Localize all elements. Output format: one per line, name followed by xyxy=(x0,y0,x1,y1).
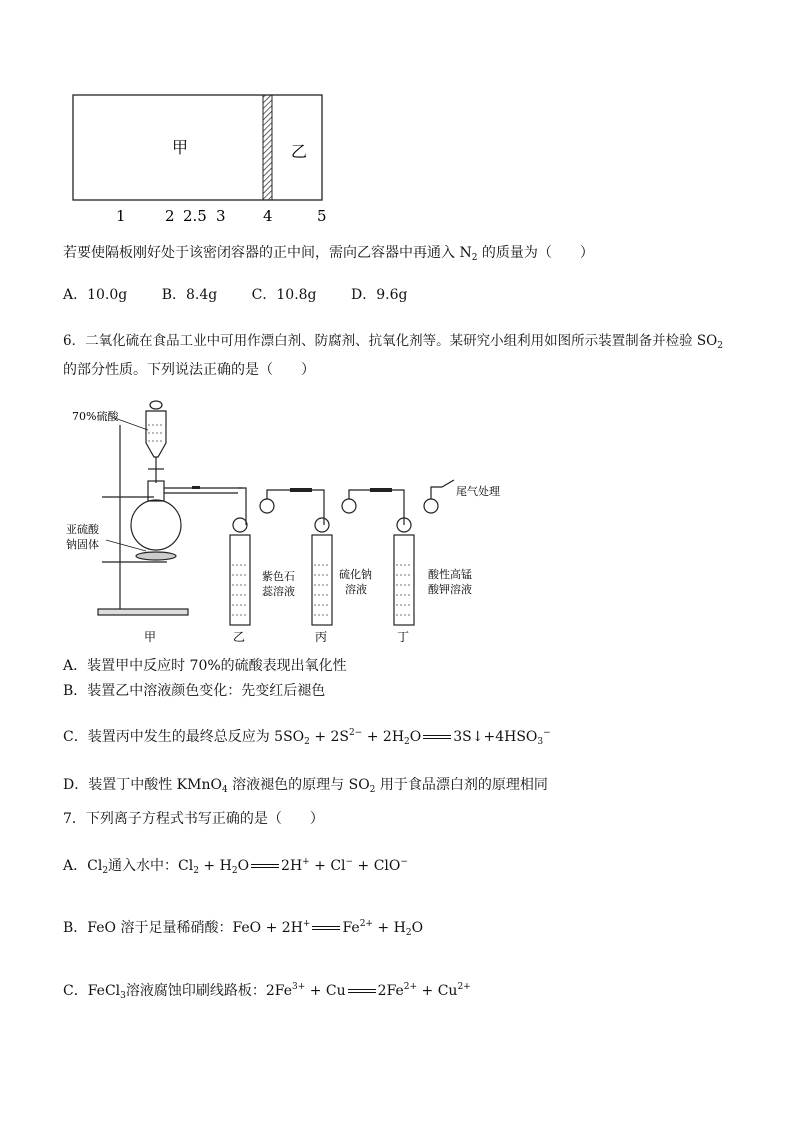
tick-label: 5 xyxy=(317,207,327,225)
text: + Cl xyxy=(309,858,346,874)
text: + Cu xyxy=(417,983,458,999)
apparatus-jia: 甲 xyxy=(144,630,157,644)
q6-option-a[interactable]: A．装置甲中反应时 70%的硫酸表现出氧化性 xyxy=(63,658,347,674)
text: 溶液腐蚀印刷线路板：2Fe xyxy=(125,983,293,999)
text: + H xyxy=(198,858,232,874)
q5-option-a[interactable]: A．10.0g xyxy=(63,287,128,303)
q6-stem-text: 6．二氧化硫在食品工业中可用作漂白剂、防腐剂、抗氧化剂等。某研究小组利用如图所示装置制备并检验 SO xyxy=(63,333,718,349)
text: + Cu xyxy=(305,983,346,999)
superscript: 2+ xyxy=(457,982,471,992)
subscript: 2 xyxy=(193,866,199,876)
text: Fe xyxy=(342,920,360,936)
subscript: 2 xyxy=(102,866,109,876)
left-chamber-label: 甲 xyxy=(172,138,189,157)
rubber-tube-1 xyxy=(290,488,312,492)
bottle-d-label-1: 酸性高锰 xyxy=(428,568,472,581)
q5-stem xyxy=(63,244,594,267)
bottle-b xyxy=(230,535,250,625)
subscript: 2 xyxy=(304,737,310,747)
apparatus-ding: 丁 xyxy=(397,630,410,644)
q7-stem: 7．下列离子方程式书写正确的是（ ） xyxy=(63,811,324,827)
bottle-d-label-2: 酸钾溶液 xyxy=(428,583,472,596)
q5-options xyxy=(63,286,437,304)
bottle-b-safety xyxy=(260,499,274,513)
bottle-c-safety xyxy=(342,499,356,513)
superscript: − xyxy=(400,857,408,867)
bottle-c-label-2: 溶液 xyxy=(345,583,367,596)
q5-option-d[interactable]: D．9.6g xyxy=(350,287,408,303)
text: + ClO xyxy=(353,858,401,874)
text: + 2H xyxy=(362,729,405,745)
text: 用于食品漂白剂的原理相同 xyxy=(375,777,548,793)
tail-tube xyxy=(431,480,454,499)
bottle-d-safety xyxy=(424,499,438,513)
q7-option-b[interactable] xyxy=(63,915,423,942)
superscript: + xyxy=(302,919,311,929)
bottle-c-bulb xyxy=(315,518,329,532)
text: C．FeCl xyxy=(63,983,121,999)
equals-sign xyxy=(348,989,376,993)
subscript: 2 xyxy=(405,928,412,938)
text: 2H xyxy=(281,858,303,874)
text: O xyxy=(411,920,424,936)
text: B．FeO 溶于足量稀硝酸：FeO + 2H xyxy=(63,920,303,936)
subscript: 3 xyxy=(537,737,544,747)
q5-option-c[interactable]: C．10.8g xyxy=(251,287,317,303)
q6-stem-line1 xyxy=(63,332,723,355)
tick-label: 1 xyxy=(116,207,126,225)
text: A．Cl xyxy=(63,858,103,874)
subscript: 2 xyxy=(717,341,723,351)
stand-base xyxy=(98,609,188,615)
q6-option-b[interactable]: B．装置乙中溶液颜色变化：先变红后褪色 xyxy=(63,683,326,699)
subscript: 2 xyxy=(404,737,410,747)
text: 2Fe xyxy=(377,983,404,999)
text: + H xyxy=(372,920,406,936)
subscript: 3 xyxy=(120,991,126,1001)
apparatus-figure xyxy=(62,385,512,647)
q5-stem-text: 若要使隔板刚好处于该密闭容器的正中间，需向乙容器中再通入 N xyxy=(63,245,472,261)
bottle-b-label-2: 蕊溶液 xyxy=(262,585,295,598)
q5-option-b[interactable]: B．8.4g xyxy=(161,287,218,303)
tick-label: 2 xyxy=(165,207,175,225)
text: O xyxy=(409,729,422,745)
superscript: 3+ xyxy=(292,982,306,992)
solid-label-2: 钠固体 xyxy=(66,538,99,551)
container-svg xyxy=(60,85,340,230)
equals-sign xyxy=(312,926,340,930)
subscript: 2 xyxy=(231,866,238,876)
q5-stem-suffix: 的质量为（ ） xyxy=(477,245,594,261)
text: O xyxy=(237,858,250,874)
superscript: 2− xyxy=(349,728,363,738)
bottle-b-label-1: 紫色石 xyxy=(262,570,295,583)
superscript: − xyxy=(543,728,551,738)
apparatus-bing: 丙 xyxy=(315,630,328,644)
tube-to-d xyxy=(392,490,404,525)
bottle-b-bulb xyxy=(233,518,247,532)
apparatus-yi: 乙 xyxy=(233,630,246,644)
clip-1 xyxy=(192,486,200,489)
superscript: − xyxy=(345,857,354,867)
superscript: 2+ xyxy=(403,982,418,992)
q6-option-c[interactable] xyxy=(63,724,551,751)
tube-b-out xyxy=(267,490,292,499)
funnel-stopper xyxy=(150,401,162,409)
solid-label-1: 亚硫酸 xyxy=(66,523,99,536)
apparatus-svg xyxy=(62,385,512,647)
subscript: 4 xyxy=(221,785,228,795)
text: D．装置丁中酸性 KMnO xyxy=(63,777,222,793)
superscript: 2+ xyxy=(359,919,373,929)
equals-sign xyxy=(423,735,451,739)
heater-pad xyxy=(136,552,176,560)
bottle-c xyxy=(312,535,332,625)
q7-option-c[interactable] xyxy=(63,978,471,1005)
text: 通入水中：Cl xyxy=(108,858,194,874)
round-bottom-flask xyxy=(131,500,181,550)
dropping-funnel xyxy=(146,411,166,457)
tick-label: 2.5 xyxy=(183,207,207,225)
subscript: 2 xyxy=(369,785,376,795)
bottle-c-label-1: 硫化钠 xyxy=(339,568,372,581)
text: 3S↓+4HSO xyxy=(453,729,538,745)
rubber-tube-2 xyxy=(370,488,392,492)
container-diagram xyxy=(60,85,340,230)
container-box xyxy=(73,95,322,200)
text: 溶液褪色的原理与 SO xyxy=(227,777,370,793)
tick-label: 4 xyxy=(263,207,273,225)
text: C．装置丙中发生的最终总反应为 5SO xyxy=(63,729,305,745)
flask-neck xyxy=(148,481,164,501)
partition-plate xyxy=(263,95,272,200)
q6-option-d[interactable] xyxy=(63,776,548,799)
superscript: + xyxy=(302,857,310,867)
tube-c-out xyxy=(349,490,372,499)
q6-stem-line2: 的部分性质。下列说法正确的是（ ） xyxy=(63,362,315,378)
tick-label: 3 xyxy=(216,207,226,225)
bottle-d xyxy=(394,535,414,625)
subscript: 2 xyxy=(471,253,478,263)
q7-option-a[interactable] xyxy=(63,853,408,880)
right-chamber-label: 乙 xyxy=(291,142,308,161)
acid-label: 70%硫酸 xyxy=(72,410,119,423)
equals-sign xyxy=(251,864,279,868)
text: + 2S xyxy=(309,729,350,745)
tail-gas-label: 尾气处理 xyxy=(456,485,500,498)
